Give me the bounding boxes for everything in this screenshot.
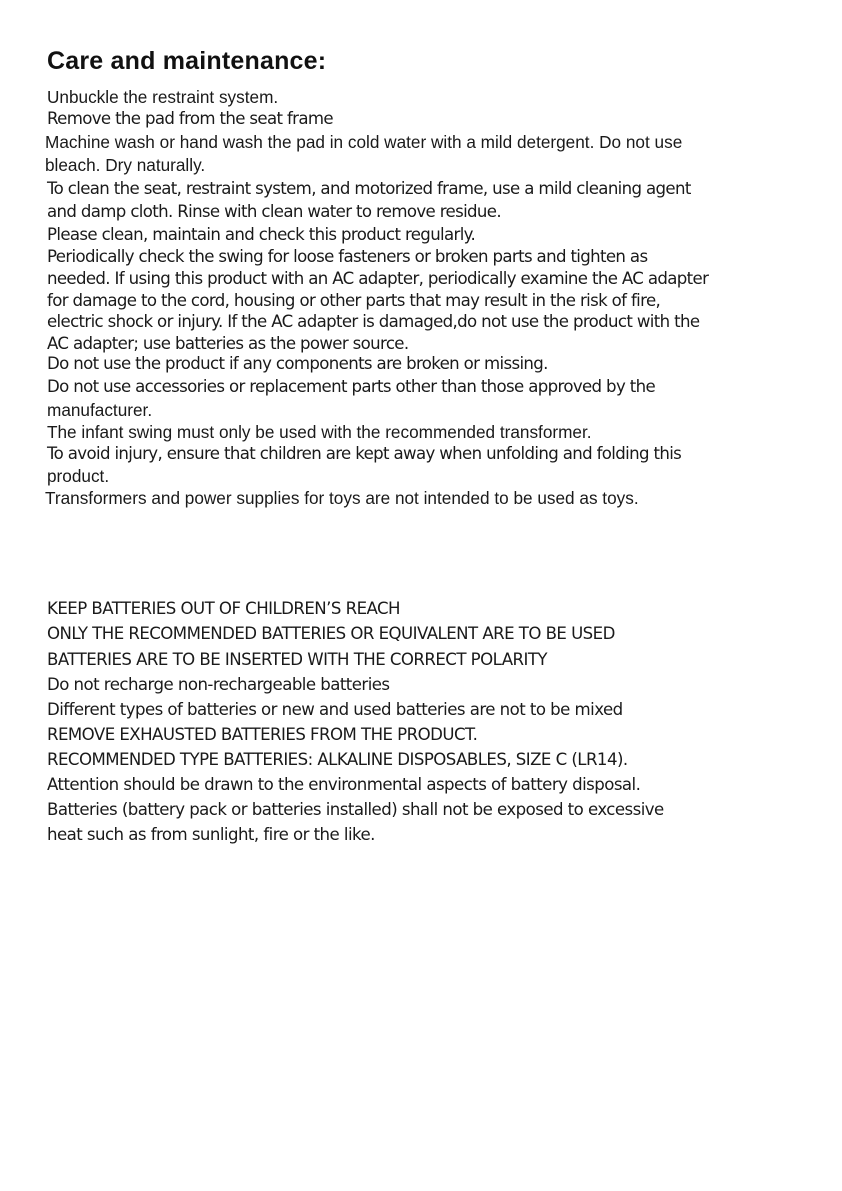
care-line-toys: Transformers and power supplies for toys are not intended to be used as toys. (45, 488, 639, 508)
battery-line-sunlight: heat such as from sunlight, fire or the like. (47, 825, 375, 844)
battery-line-recommended: ONLY THE RECOMMENDED BATTERIES OR EQUIVALENT ARE TO BE USED (47, 624, 615, 643)
battery-line-polarity: BATTERIES ARE TO BE INSERTED WITH THE CORRECT POLARITY (47, 650, 547, 669)
care-line-clean-seat-cont: and damp cloth. Rinse with clean water to remove residue. (47, 202, 501, 221)
battery-line-heat: Batteries (battery pack or batteries installed) shall not be exposed to excessive (47, 800, 664, 819)
care-line-accessories: Do not use accessories or replacement parts other than those approved by the (47, 377, 656, 396)
care-line-regularly: Please clean, maintain and check this product regularly. (47, 225, 476, 244)
care-line-product: product. (47, 466, 110, 486)
care-heading: Care and maintenance: (47, 47, 327, 75)
care-line-wash-cont: bleach. Dry naturally. (45, 155, 206, 175)
care-line-periodically: Periodically check the swing for loose fasteners or broken parts and tighten as (47, 247, 648, 266)
battery-line-type: RECOMMENDED TYPE BATTERIES: ALKALINE DISPOSABLES, SIZE C (LR14). (47, 750, 628, 769)
care-line-broken-components: Do not use the product if any components are broken or missing. (47, 354, 548, 373)
care-line-cord-damage: for damage to the cord, housing or other parts that may result in the risk of fire, (47, 291, 661, 310)
care-line-electric-shock: electric shock or injury. If the AC adapter is damaged,do not use the product with the (47, 312, 700, 331)
battery-line-reach: KEEP BATTERIES OUT OF CHILDREN’S REACH (47, 599, 400, 618)
care-line-transformer: The infant swing must only be used with the recommended transformer. (47, 422, 592, 442)
care-line-manufacturer: manufacturer. (47, 400, 153, 420)
care-line-avoid-injury: To avoid injury, ensure that children are kept away when unfolding and folding this (47, 444, 682, 463)
care-line-wash: Machine wash or hand wash the pad in cold water with a mild detergent. Do not use (45, 132, 683, 152)
care-line-clean-seat: To clean the seat, restraint system, and motorized frame, use a mild cleaning agent (47, 179, 691, 198)
battery-line-exhausted: REMOVE EXHAUSTED BATTERIES FROM THE PRODUCT. (47, 725, 478, 744)
battery-line-environment: Attention should be drawn to the environmental aspects of battery disposal. (47, 775, 641, 794)
care-line-unbuckle: Unbuckle the restraint system. (47, 87, 279, 107)
battery-line-mixed: Different types of batteries or new and used batteries are not to be mixed (47, 700, 623, 719)
care-line-power-source: AC adapter; use batteries as the power source. (47, 334, 409, 353)
care-line-ac-adapter: needed. If using this product with an AC adapter, periodically examine the AC adapter (47, 269, 709, 288)
battery-line-recharge: Do not recharge non-rechargeable batteries (47, 675, 390, 694)
care-line-remove-pad: Remove the pad from the seat frame (47, 109, 333, 128)
